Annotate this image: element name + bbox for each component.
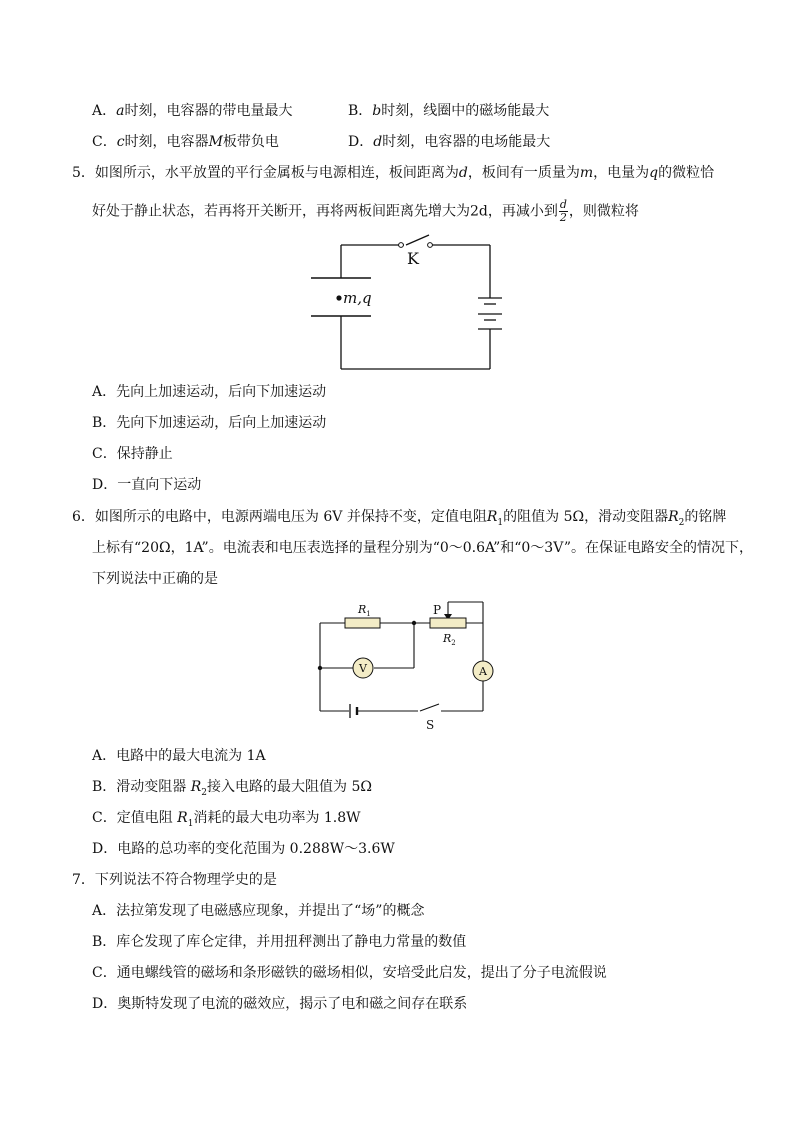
q4-option-a: A．a时刻，电容器的带电量最大: [92, 103, 293, 119]
q6-option-d: D．电路的总功率的变化范围为 0.288W～3.6W: [92, 841, 395, 857]
q7-option-a: A．法拉第发现了电磁感应现象，并提出了“场”的概念: [92, 903, 425, 919]
slider-p-label: P: [433, 603, 442, 617]
switch-blade: [406, 235, 429, 245]
particle-dot: [336, 295, 341, 300]
q6-option-b: B．滑动变阻器 $R_2$接入电路的最大阻值为 5Ω: [92, 779, 372, 798]
switch-s-label: S: [426, 718, 435, 732]
q6-option-c: C．定值电阻 $R_1$消耗的最大电功率为 1.8W: [92, 810, 361, 829]
q7-option-d: D．奥斯特发现了电流的磁效应，揭示了电和磁之间存在联系: [92, 996, 468, 1012]
resistor-r1: [345, 618, 380, 628]
q6-stem-line3: 下列说法中正确的是: [92, 571, 218, 587]
q6-circuit-diagram: [315, 600, 495, 735]
junction-dot: [412, 621, 416, 625]
q5-stem-line2: 好处于静止状态，若再将开关断开，再将两板间距离先增大为2d，再减小到 $\frac{d}{2}$ ，则微粒将: [92, 198, 639, 224]
q4-option-c: C．c时刻，电容器M板带负电: [92, 134, 279, 150]
q5-option-a: A．先向上加速运动，后向下加速运动: [92, 384, 327, 400]
junction-dot: [318, 666, 322, 670]
q5-option-c: C．保持静止: [92, 446, 173, 462]
switch-pivot: [399, 243, 404, 248]
q7-option-b: B．库仑发现了库仑定律，并用扭秤测出了静电力常量的数值: [92, 934, 467, 950]
fraction-d-over-2: $\frac{d}{2}$: [559, 198, 567, 224]
r2-label: $R_2$: [443, 632, 456, 647]
ammeter-label: A: [479, 665, 487, 678]
q7-stem: 7．下列说法不符合物理学史的是: [72, 872, 277, 888]
switch-contact: [428, 243, 433, 248]
q6-option-a: A．电路中的最大电流为 1A: [92, 748, 266, 764]
q5-option-b: B．先向下加速运动，后向上加速运动: [92, 415, 327, 431]
q6-stem-line1: 6．如图所示的电路中，电源两端电压为 6V 并保持不变，定值电阻$R_1$的阻值为 5Ω，滑动变阻器$R_2$的铭牌: [72, 509, 727, 528]
particle-label: m,q: [343, 289, 372, 307]
q5-option-d: D．一直向下运动: [92, 477, 202, 493]
voltmeter-label: V: [359, 662, 367, 675]
q5-stem-line1: 5．如图所示，水平放置的平行金属板与电源相连，板间距离为d，板间有一质量为m，电量为q的微粒恰: [72, 165, 715, 181]
rheostat-r2: [430, 618, 466, 628]
q4-option-b: B．b时刻，线圈中的磁场能最大: [348, 103, 550, 119]
switch-k-label: K: [407, 249, 419, 268]
q7-option-c: C．通电螺线管的磁场和条形磁铁的磁场相似，安培受此启发，提出了分子电流假说: [92, 965, 607, 981]
switch-blade: [420, 704, 439, 711]
q5-capacitor-circuit-diagram: [305, 234, 505, 374]
q6-stem-line2: 上标有“20Ω，1A”。电流表和电压表选择的量程分别为“0～0.6A”和“0～3V”。在保证电路安全的情况下，: [92, 540, 753, 556]
q4-option-d: D．d时刻，电容器的电场能最大: [348, 134, 551, 150]
r1-label: $R_1$: [358, 603, 371, 618]
